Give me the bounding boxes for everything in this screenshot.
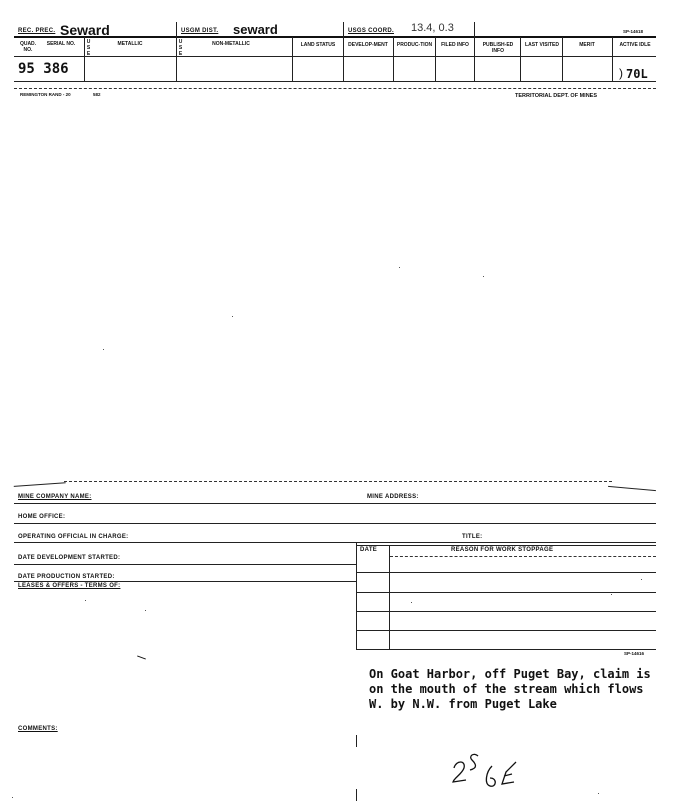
handwritten-2 [453,762,466,782]
date-prod-started-label: DATE PRODUCTION STARTED: [18,574,115,580]
handwritten-mark-text: 2S 6E [450,748,453,749]
mine-address-label: MINE ADDRESS: [367,494,419,500]
note-line: On Goat Harbor, off Puget Bay, claim is [369,667,651,681]
rec-prec-value: Seward [60,22,110,38]
title-label: TITLE: [462,534,483,540]
col-non-metallic: NON-METALLIC [212,41,250,47]
col-development: DEVELOP-MENT [348,42,388,48]
leases-offers-label: LEASES & OFFERS - TERMS OF: [18,583,121,589]
usgm-dist-value: seward [233,22,278,37]
handwritten-s [470,754,478,770]
col-published-info: PUBLISH-ED INFO [482,42,514,54]
form-number-lower: SP-14616 [624,651,645,656]
mine-company-name-label: MINE COMPANY NAME: [18,494,92,500]
col-land-status: LAND STATUS [300,42,336,48]
claim-location-notes [369,667,651,712]
corner-curl-left [14,482,67,495]
comments-label: COMMENTS: [18,726,58,732]
home-office-label: HOME OFFICE: [18,514,66,520]
col-metallic: METALLIC [117,41,143,47]
reason-col-header: REASON FOR WORK STOPPAGE [451,547,554,553]
printer-label: REMINGTON RAND - 20 [20,92,71,97]
date-dev-started-label: DATE DEVELOPMENT STARTED: [18,555,121,561]
col-use-1: U S E [86,39,91,57]
usgs-coord-label: USGS COORD. [348,28,394,34]
col-production: PRODUC-TION [396,42,433,48]
active-idle-mark: ) [619,66,623,80]
handwritten-mark [450,748,530,793]
col-quad-no: QUAD. NO. [19,41,37,53]
note-line: on the mouth of the stream which flows [369,682,644,696]
active-idle-value: 70L [626,67,648,81]
col-merit: MERIT [579,42,595,48]
stray-mark [137,655,146,659]
usgm-dist-label: USGM DIST. [181,28,219,34]
col-serial-no: SERIAL NO. [46,41,76,47]
operating-official-label: OPERATING OFFICIAL IN CHARGE: [18,534,129,540]
department-label: TERRITORIAL DEPT. OF MINES [515,93,597,99]
col-active-idle: ACTIVE IDLE [619,42,651,48]
note-line: W. by N.W. from Puget Lake [369,697,557,711]
handwritten-e [502,762,516,784]
usgs-coord-value: 13.4, 0.3 [411,22,454,34]
printer-code: 582 [93,92,101,97]
col-use-2: U S E [178,39,183,57]
quad-serial-value: 95 386 [18,61,69,77]
col-filed-info: FILED INFO [441,42,469,48]
date-col-header: DATE [360,547,378,553]
col-last-visited: LAST VISITED [525,42,559,48]
handwritten-6 [486,766,495,786]
form-number-top: SP-14618 [623,29,644,34]
corner-curl-right [608,486,656,491]
rec-prec-label: REC. PREC. [18,28,56,34]
